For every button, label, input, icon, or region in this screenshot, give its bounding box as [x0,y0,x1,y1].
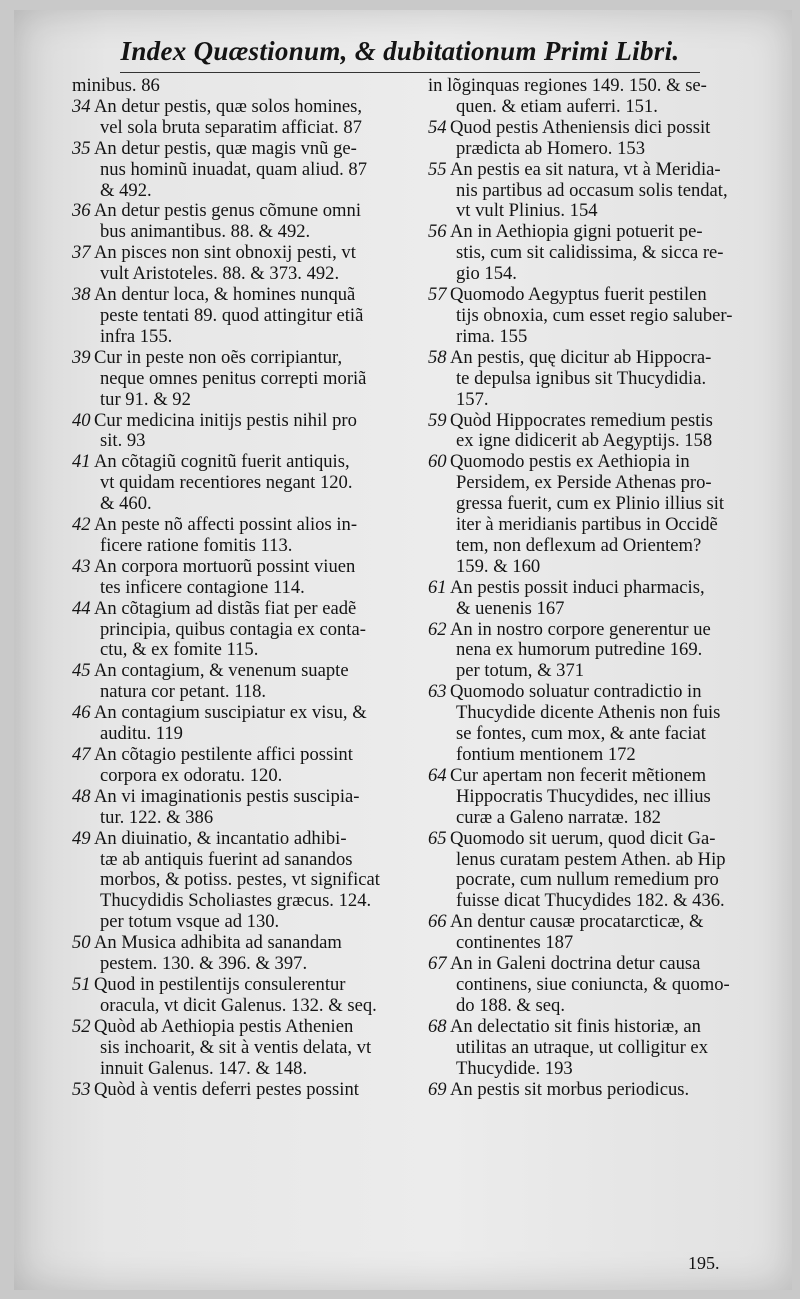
index-entry [428,1017,770,1080]
entry-text: Quomodo sit uerum, quod dicit Ga- [450,827,716,849]
entry-line [428,264,770,285]
entry-number: 43 [72,555,91,577]
entry-text: vult Aristoteles. 88. & 373. 492. [100,263,340,285]
entry-line [428,452,770,473]
entry-number: 34 [72,95,91,117]
entry-number: 46 [72,702,91,724]
entry-number: 67 [428,953,447,975]
entry-text: stis, cum sit calidissima, & sicca re- [456,242,724,264]
entry-text: & 492. [100,179,152,201]
entry-text: Quomodo Aegyptus fuerit pestilen [450,284,707,306]
entry-text: An cõtagiũ cognitũ fuerit antiquis, [94,451,350,473]
entry-line [428,808,770,829]
entry-text: An vi imaginationis pestis suscipia- [94,785,360,807]
entry-text: An corpora mortuorũ possint viuen [94,555,356,577]
entry-text: pocrate, cum nullum remedium pro [456,869,719,891]
entry-line [428,243,770,264]
entry-text: tur. 122. & 386 [100,806,214,828]
entry-text: natura cor petant. 118. [100,681,267,703]
entry-line [428,1038,770,1059]
entry-line [428,285,770,306]
entry-text: An detur pestis, quæ magis vnũ ge- [94,137,357,159]
index-entry [428,76,770,118]
entry-text: Thucydide dicente Athenis non fuis [456,702,721,724]
entry-text: vel sola bruta separatim afficiat. 87 [100,116,362,138]
entry-text: ex igne didicerit ab Aegyptijs. 158 [456,430,713,452]
entry-line [72,578,412,599]
entry-line [428,306,770,327]
entry-line [72,557,412,578]
entry-text: continentes 187 [456,932,574,954]
entry-line [72,703,412,724]
entry-line [428,348,770,369]
entry-number: 58 [428,346,447,368]
entry-text: An pestis possit induci pharmacis, [450,576,705,598]
entry-text: Quomodo pestis ex Aethiopia in [450,451,690,473]
index-entry [72,97,412,139]
entry-line [72,1038,412,1059]
entry-text: utilitas an utraque, ut colligitur ex [456,1036,708,1058]
entry-text: sit. 93 [100,430,146,452]
index-entry [72,975,412,1017]
entry-text: peste tentati 89. quod attingitur etiã [100,304,364,326]
entry-number: 40 [72,409,91,431]
entry-text: An cõtagio pestilente affici possint [94,744,353,765]
index-entry [72,787,412,829]
entry-line [72,201,412,222]
entry-text: Thucydidis Scholiastes græcus. 124. [100,890,372,912]
entry-number: 35 [72,137,91,159]
entry-line [428,515,770,536]
entry-number: 42 [72,514,91,536]
entry-number: 38 [72,284,91,306]
index-entry [72,452,412,515]
entry-line [72,599,412,620]
index-entry [428,766,770,829]
entry-line [428,1080,770,1101]
index-entry [428,160,770,223]
entry-text: An pestis ea sit natura, vt à Meridia- [450,158,721,180]
entry-number: 41 [72,451,91,473]
index-entry [428,912,770,954]
left-column [72,76,412,1100]
entry-line [428,787,770,808]
entry-text: nus hominũ inuadat, quam aliud. 87 [100,158,367,180]
index-entry [428,578,770,620]
entry-text: An cõtagium ad distãs fiat per eadẽ [94,597,357,619]
entry-number: 62 [428,618,447,640]
entry-line [72,76,412,97]
entry-line [72,1059,412,1080]
entry-line [428,996,770,1017]
entry-text: Quomodo soluatur contradictio in [450,681,702,703]
index-entry [72,599,412,662]
entry-text: per totum vsque ad 130. [100,911,280,933]
entry-text: continens, siue coniuncta, & quomo- [456,973,730,995]
entry-line [72,1080,412,1101]
entry-text: An pestis sit morbus periodicus. [450,1078,690,1100]
entry-line [428,599,770,620]
entry-line [428,661,770,682]
entry-text: vt quidam recentiores negant 120. [100,472,353,494]
entry-line [72,452,412,473]
entry-text: nena ex humorum putredine 169. [456,639,703,661]
entry-line [428,850,770,871]
index-entry [72,243,412,285]
entry-number: 37 [72,242,91,264]
entry-line [428,139,770,160]
entry-line [72,787,412,808]
entry-text: Quòd Hippocrates remedium pestis [450,409,713,431]
index-entry [428,682,770,766]
entry-text: Quod in pestilentijs consulerentur [94,973,346,995]
entry-line [72,411,412,432]
entry-text: neque omnes penitus correpti moriã [100,367,367,389]
entry-line [428,578,770,599]
index-entry [72,285,412,348]
entry-text: 159. & 160 [456,555,541,577]
index-entry [428,222,770,285]
entry-line [428,536,770,557]
entry-line [72,536,412,557]
entry-text: prædicta ab Homero. 153 [456,137,645,159]
right-column [428,76,770,1100]
entry-text: tijs obnoxia, cum esset regio saluber- [456,304,733,326]
entry-line [428,891,770,912]
entry-text: An pestis, quę dicitur ab Hippocra- [450,346,712,368]
entry-text: iter à meridianis partibus in Occidẽ [456,514,718,536]
index-entry [72,411,412,453]
entry-line [72,222,412,243]
entry-line [428,557,770,578]
entry-line [428,390,770,411]
entry-text: tæ ab antiquis fuerint ad sanandos [100,848,353,870]
entry-text: Quod pestis Atheniensis dici possit [450,116,711,138]
entry-line [428,870,770,891]
entry-line [72,243,412,264]
entry-text: Quòd à ventis deferri pestes possint [94,1078,359,1100]
entry-line [428,181,770,202]
entry-text: An dentur loca, & homines nunquã [94,284,356,306]
entry-number: 63 [428,681,447,703]
entry-number: 60 [428,451,447,473]
entry-line [72,431,412,452]
entry-text: & uenenis 167 [456,597,565,619]
entry-number: 65 [428,827,447,849]
index-entry [428,118,770,160]
entry-text: lenus curatam pestem Athen. ab Hip [456,848,726,870]
entry-number: 69 [428,1078,447,1100]
entry-text: Persidem, ex Perside Athenas pro- [456,472,712,494]
entry-text: curæ a Galeno narratæ. 182 [456,806,661,828]
entry-text: per totum, & 371 [456,660,585,682]
index-entry [72,933,412,975]
entry-text: se fontes, cum mox, & ante faciat [456,723,706,745]
entry-line [72,264,412,285]
entry-number: 54 [428,116,447,138]
index-entry [428,829,770,913]
entry-line [72,97,412,118]
entry-text: fontium mentionem 172 [456,744,636,765]
entry-text: auditu. 119 [100,723,183,745]
entry-line [72,829,412,850]
entry-text: oracula, vt dicit Galenus. 132. & seq. [100,994,377,1016]
index-entry [428,452,770,577]
entry-number: 49 [72,827,91,849]
index-entry [72,1080,412,1101]
entry-line [72,850,412,871]
entry-text: infra 155. [100,325,173,347]
entry-line [72,390,412,411]
entry-line [72,306,412,327]
entry-text: gio 154. [456,263,517,285]
entry-line [72,285,412,306]
entry-line [72,1017,412,1038]
entry-number: 39 [72,346,91,368]
entry-text: corpora ex odoratu. 120. [100,764,283,786]
entry-line [428,160,770,181]
entry-line [428,97,770,118]
entry-number: 61 [428,576,447,598]
entry-number: 50 [72,932,91,954]
entry-text: pestem. 130. & 396. & 397. [100,953,308,975]
entry-line [428,411,770,432]
entry-line [72,494,412,515]
entry-line [72,870,412,891]
entry-text: do 188. & seq. [456,994,565,1016]
entry-text: in lõginquas regiones 149. 150. & se- [428,75,707,96]
header-rule [120,72,700,73]
entry-text: Hippocratis Thucydides, nec illius [456,785,711,807]
index-entry [72,139,412,202]
entry-line [428,703,770,724]
index-entry [72,829,412,934]
entry-line [72,160,412,181]
entry-line [428,369,770,390]
entry-line [428,766,770,787]
entry-number: 56 [428,221,447,243]
entry-text: te depulsa ignibus sit Thucydidia. [456,367,707,389]
entry-line [72,327,412,348]
entry-line [428,118,770,139]
entry-text: principia, quibus contagia ex conta- [100,618,366,640]
index-entry [72,1017,412,1080]
entry-text: tur 91. & 92 [100,388,191,410]
index-entry [72,201,412,243]
entry-number: 52 [72,1015,91,1037]
entry-line [428,745,770,766]
entry-text: An contagium, & venenum suapte [94,660,349,682]
entry-text: sis inchoarit, & sit à ventis delata, vt [100,1036,372,1058]
entry-text: An dentur causæ procatarcticæ, & [450,911,704,933]
entry-line [428,431,770,452]
entry-text: An detur pestis genus cõmune omni [94,200,361,222]
entry-line [428,829,770,850]
entry-text: Cur apertam non fecerit mẽtionem [450,764,707,786]
entry-number: 59 [428,409,447,431]
entry-text: An peste nõ affecti possint alios in- [94,514,358,536]
entry-number: 53 [72,1078,91,1100]
entry-line [72,996,412,1017]
entry-line [72,912,412,933]
entry-line [428,682,770,703]
entry-number: 45 [72,660,91,682]
entry-line [428,640,770,661]
entry-text: An in Aethiopia gigni potuerit pe- [450,221,703,243]
entry-line [72,682,412,703]
entry-text: ctu, & ex fomite 115. [100,639,259,661]
entry-text: An contagium suscipiatur ex visu, & [94,702,367,724]
index-entry [428,285,770,348]
entry-line [428,975,770,996]
entry-line [428,933,770,954]
entry-line [428,473,770,494]
entry-line [72,766,412,787]
entry-text: minibus. 86 [72,75,160,96]
entry-number: 36 [72,200,91,222]
entry-text: tem, non deflexum ad Orientem? [456,534,702,556]
entry-line [428,327,770,348]
entry-line [72,473,412,494]
entry-number: 47 [72,744,91,765]
entry-text: rima. 155 [456,325,528,347]
entry-text: An pisces non sint obnoxij pesti, vt [94,242,356,264]
entry-line [72,139,412,160]
entry-text: morbos, & potiss. pestes, vt significat [100,869,380,891]
entry-line [72,640,412,661]
entry-number: 48 [72,785,91,807]
index-entry [72,515,412,557]
entry-number: 51 [72,973,91,995]
entry-line [72,181,412,202]
entry-line [428,201,770,222]
entry-line [72,975,412,996]
entry-text: An delectatio sit finis historiæ, an [450,1015,701,1037]
entry-line [72,891,412,912]
entry-line [72,515,412,536]
entry-line [428,912,770,933]
entry-text: ficere ratione fomitis 113. [100,534,293,556]
entry-line [72,118,412,139]
entry-text: 157. [456,388,489,410]
index-entry [428,348,770,411]
index-entry [72,76,412,97]
entry-line [72,620,412,641]
entry-number: 68 [428,1015,447,1037]
entry-number: 66 [428,911,447,933]
entry-text: Thucydide. 193 [456,1057,573,1079]
entry-text: & 460. [100,493,152,515]
entry-text: vt vult Plinius. 154 [456,200,598,222]
entry-number: 64 [428,764,447,786]
index-entry [428,954,770,1017]
entry-line [428,222,770,243]
entry-text: Quòd ab Aethiopia pestis Athenien [94,1015,354,1037]
entry-line [72,348,412,369]
entry-text: tes inficere contagione 114. [100,576,305,598]
entry-line [428,76,770,97]
entry-line [428,620,770,641]
entry-text: An in nostro corpore generentur ue [450,618,711,640]
entry-number: 55 [428,158,447,180]
entry-line [72,724,412,745]
entry-text: gressa fuerit, cum ex Plinio illius sit [456,493,725,515]
entry-line [72,661,412,682]
page-title: Index Quæstionum, & dubitationum Primi Libri. [120,36,680,66]
catchword: 195. [688,1253,720,1273]
index-entry [428,1080,770,1101]
entry-text: fuisse dicat Thucydides 182. & 436. [456,890,725,912]
index-entry [428,620,770,683]
index-entry [72,661,412,703]
entry-line [72,954,412,975]
entry-line [428,954,770,975]
entry-text: Cur in peste non oẽs corripiantur, [94,346,343,368]
entry-text: An detur pestis, quæ solos homines, [94,95,363,117]
entry-line [428,724,770,745]
index-entry [72,557,412,599]
entry-text: nis partibus ad occasum solis tendat, [456,179,728,201]
index-entry [72,745,412,787]
entry-line [428,494,770,515]
entry-line [428,1059,770,1080]
entry-text: Cur medicina initijs pestis nihil pro [94,409,357,431]
entry-line [428,1017,770,1038]
index-entry [428,411,770,453]
entry-text: innuit Galenus. 147. & 148. [100,1057,308,1079]
entry-text: An Musica adhibita ad sanandam [94,932,342,954]
entry-line [72,808,412,829]
entry-line [72,933,412,954]
entry-text: An in Galeni doctrina detur causa [450,953,701,975]
entry-line [72,369,412,390]
entry-line [72,745,412,766]
index-entry [72,703,412,745]
entry-number: 57 [428,284,447,306]
entry-text: An diuinatio, & incantatio adhibi- [94,827,347,849]
entry-number: 44 [72,597,91,619]
index-entry [72,348,412,411]
entry-text: bus animantibus. 88. & 492. [100,221,311,243]
entry-text: quen. & etiam auferri. 151. [456,95,658,117]
